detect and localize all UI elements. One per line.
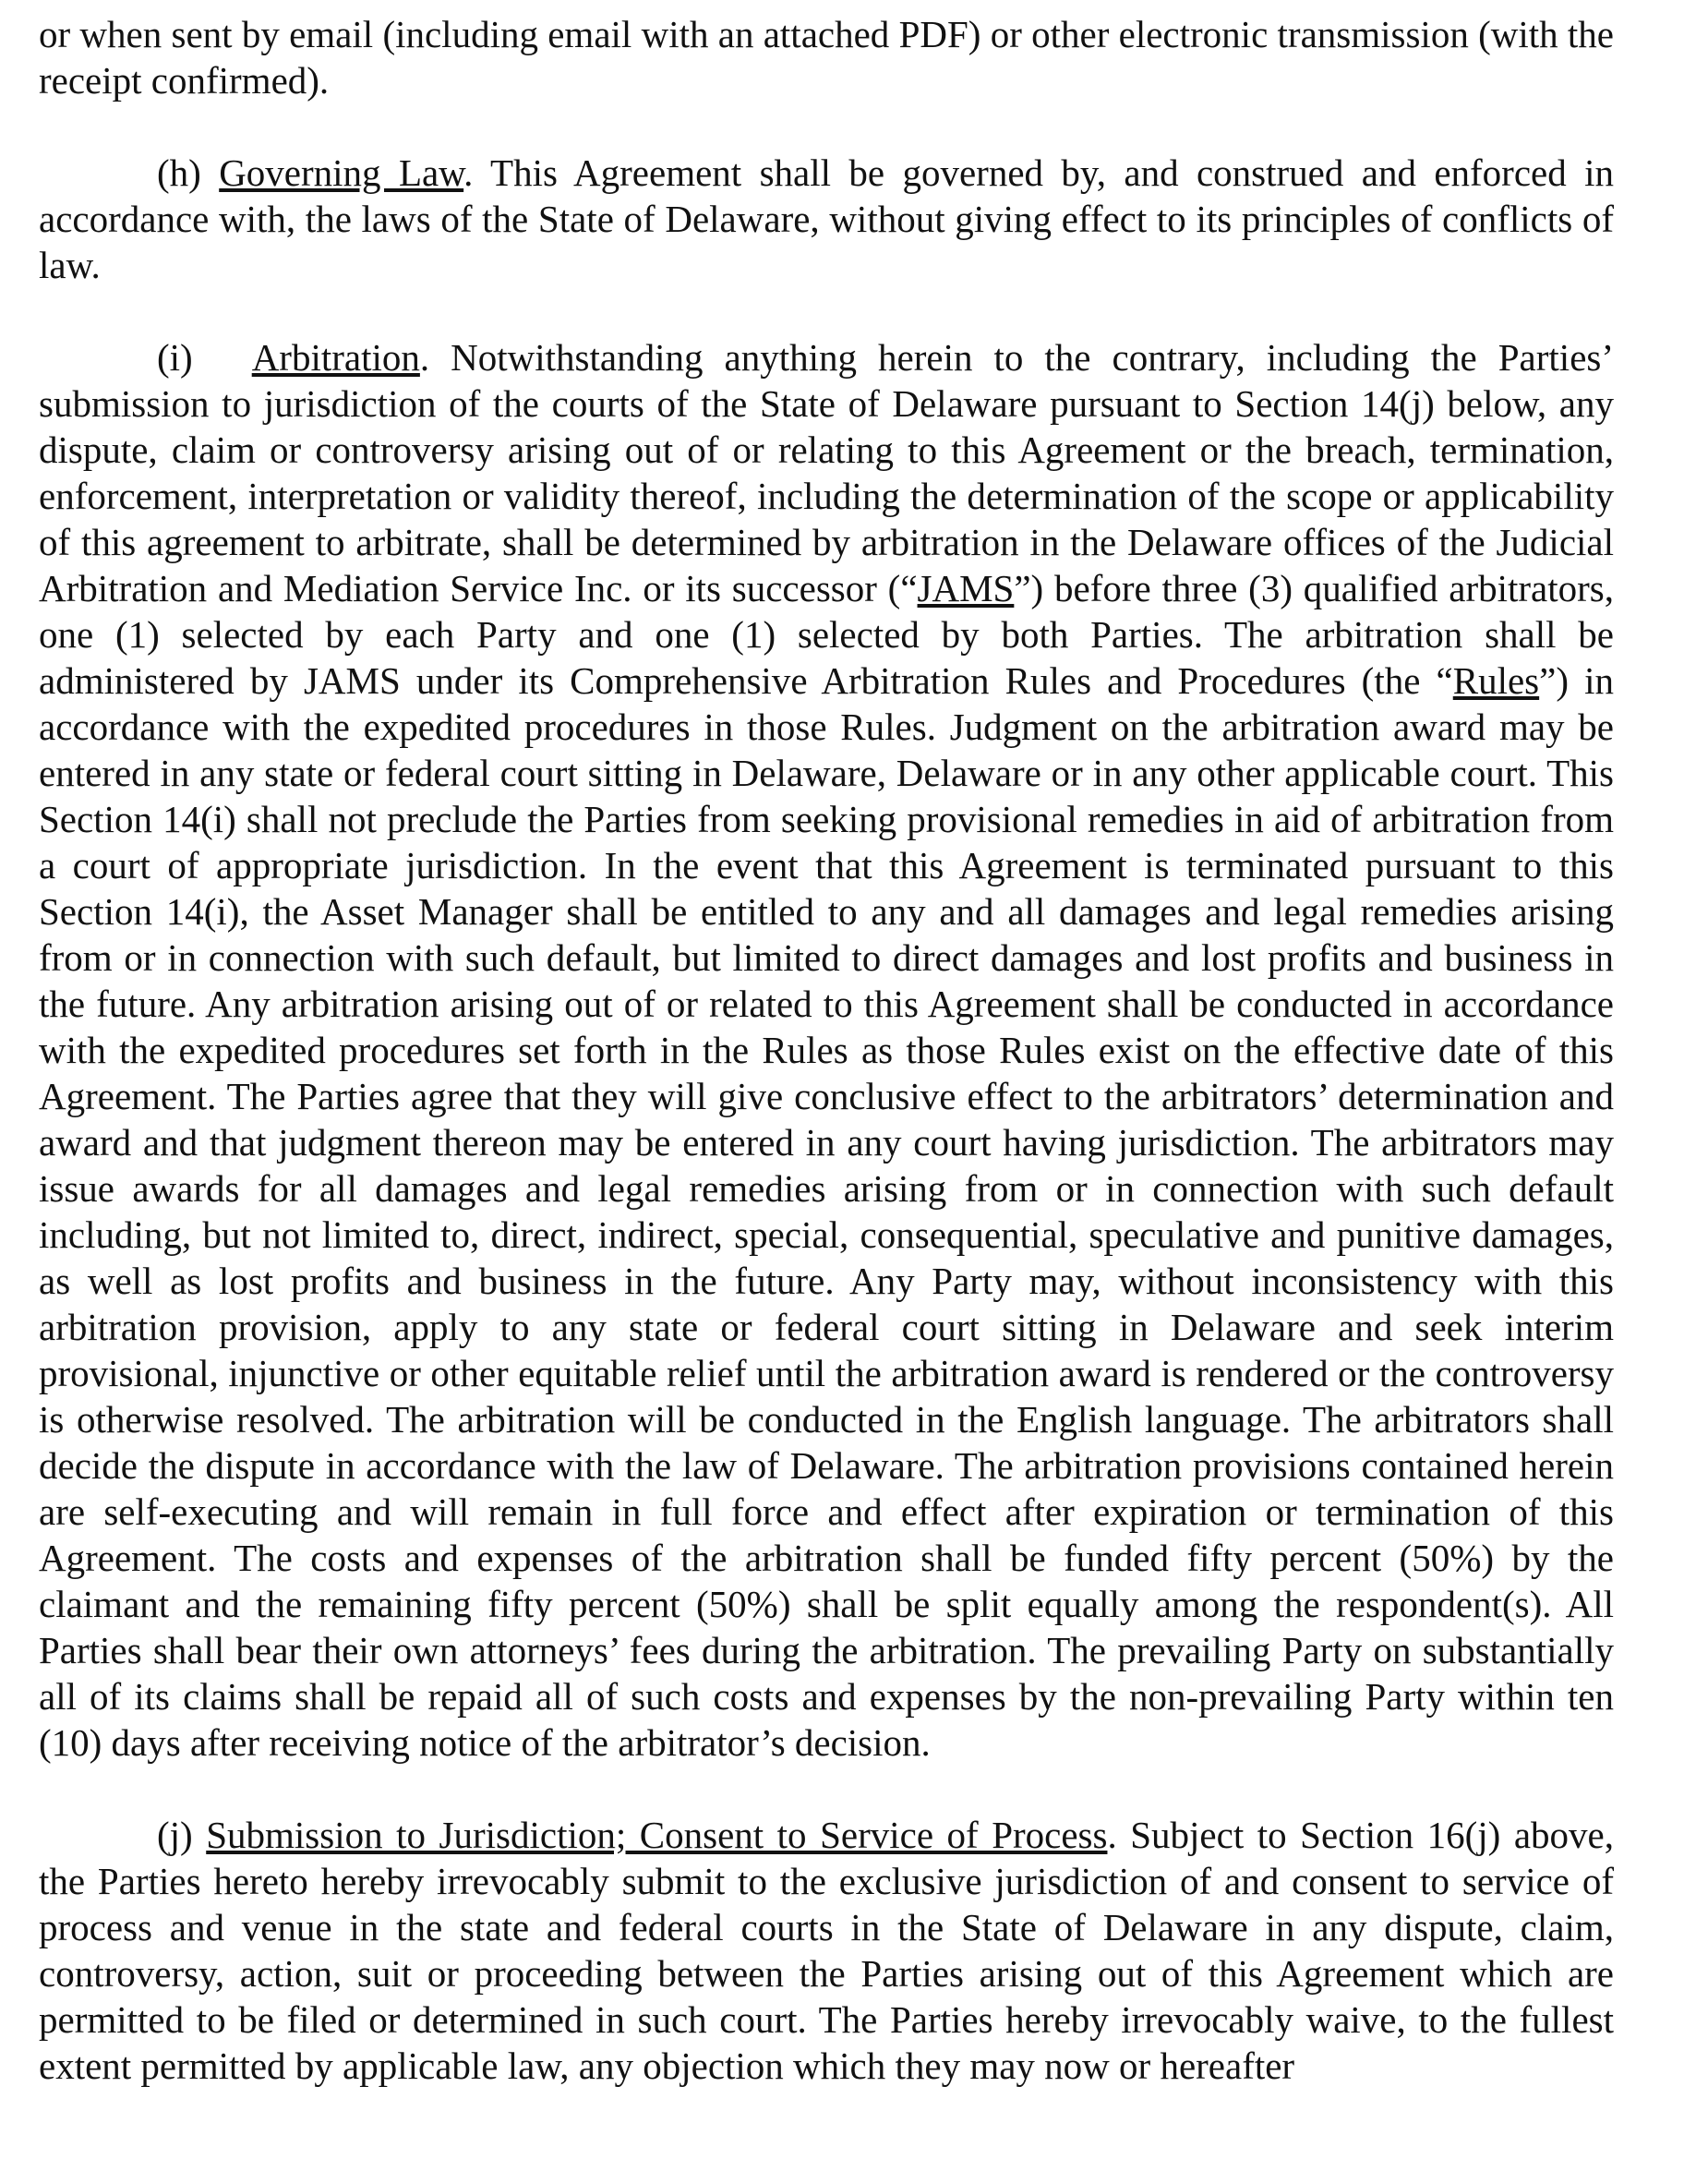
section-i-heading: Arbitration [251, 336, 420, 379]
continuation-paragraph [39, 11, 1614, 103]
section-j-heading: Submission to Jurisdiction; Consent to Service of Process [206, 1814, 1108, 1856]
section-h-body: . This Agreement shall be governed by, and construed and enforced in accordance with, the laws of the State of Delaware, without giving effect to its principles of conflicts of law. [39, 151, 1614, 286]
section-h-heading: Governing Law [219, 151, 464, 194]
defined-term-rules: Rules [1452, 659, 1540, 702]
document-page [39, 11, 1614, 2135]
section-j-paragraph [39, 1812, 1614, 2089]
section-h-marker: (h) [157, 151, 201, 194]
section-j-marker: (j) [157, 1814, 193, 1856]
section-i-body-1: . Notwithstanding anything herein to the contrary, including the Parties’ submission to jurisdiction of the courts of the State of Delaware pursuant to Section 14(j) below, any dispute, claim or controversy arising out of or relating to this Agreement or the breach, termination, enforcement, interpretation or validity thereof, including the determination of the scope or applicability of this agreement to arbitrate, shall be determined by arbitration in the Delaware offices of the Judicial Arbitration and Mediation Service Inc. or its successor (“ [39, 336, 1614, 609]
section-i-paragraph [39, 334, 1614, 1766]
section-i-body-3: ”) in accordance with the expedited procedures in those Rules. Judgment on the arbitration award may be entered in any state or federal court sitting in Delaware, Delaware or in any other applicable court. This Section 14(i) shall not preclude the Parties from seeking provisional remedies in aid of arbitration from a court of appropriate jurisdiction. In the event that this Agreement is terminated pursuant to this Section 14(i), the Asset Manager shall be entitled to any and all damages and legal remedies arising from or in connection with such default, but limited to direct damages and lost profits and business in the future. Any arbitration arising out of or related to this Agreement shall be conducted in accordance with the expedited procedures set forth in the Rules as those Rules exist on the effective date of this Agreement. The Parties agree that they will give conclusive effect to the arbitrators’ determination and award and that judgment thereon may be entered in any court having jurisdiction. The arbitrators may issue awards for all damages and legal remedies arising from or in connection with such default including, but not limited to, direct, indirect, special, consequential, speculative and punitive damages, as well as lost profits and business in the future. Any Party may, without inconsistency with this arbitration provision, apply to any state or federal court sitting in Delaware and seek interim provisional, injunctive or other equitable relief until the arbitration award is rendered or the controversy is otherwise resolved. The arbitration will be conducted in the English language. The arbitrators shall decide the dispute in accordance with the law of Delaware. The arbitration provisions contained herein are self-executing and will remain in full force and effect after expiration or termination of this Agreement. The costs and expenses of the arbitration shall be funded fifty percent (50%) by the claimant and the remaining fifty percent (50%) shall be split equally among the respondent(s). All Parties shall bear their own attorneys’ fees during the arbitration. The prevailing Party on substantially all of its claims shall be repaid all of such costs and expenses by the non-prevailing Party within ten (10) days after receiving notice of the arbitrator’s decision. [39, 659, 1614, 1764]
defined-term-jams: JAMS [917, 567, 1015, 609]
continuation-text: or when sent by email (including email with an attached PDF) or other electronic transmission (with the receipt confirmed). [39, 13, 1614, 102]
section-i-body-2: ”) before three (3) qualified arbitrators, one (1) selected by each Party and one (1) selected by both Parties. The arbitration shall be administered by JAMS under its Comprehensive Arbitration Rules and Procedures (the “ [39, 567, 1615, 702]
section-j-body: . Subject to Section 16(j) above, the Parties hereto hereby irrevocably submit to the exclusive jurisdiction of and consent to service of process and venue in the state and federal courts in the State of Delaware in any dispute, claim, controversy, action, suit or proceeding between the Parties arising out of this Agreement which are permitted to be filed or determined in such court. The Parties hereby irrevocably waive, to the fullest extent permitted by applicable law, any objection which they may now or hereafter [39, 1814, 1614, 2087]
section-i-marker: (i) [157, 336, 193, 379]
section-h-paragraph [39, 150, 1614, 288]
